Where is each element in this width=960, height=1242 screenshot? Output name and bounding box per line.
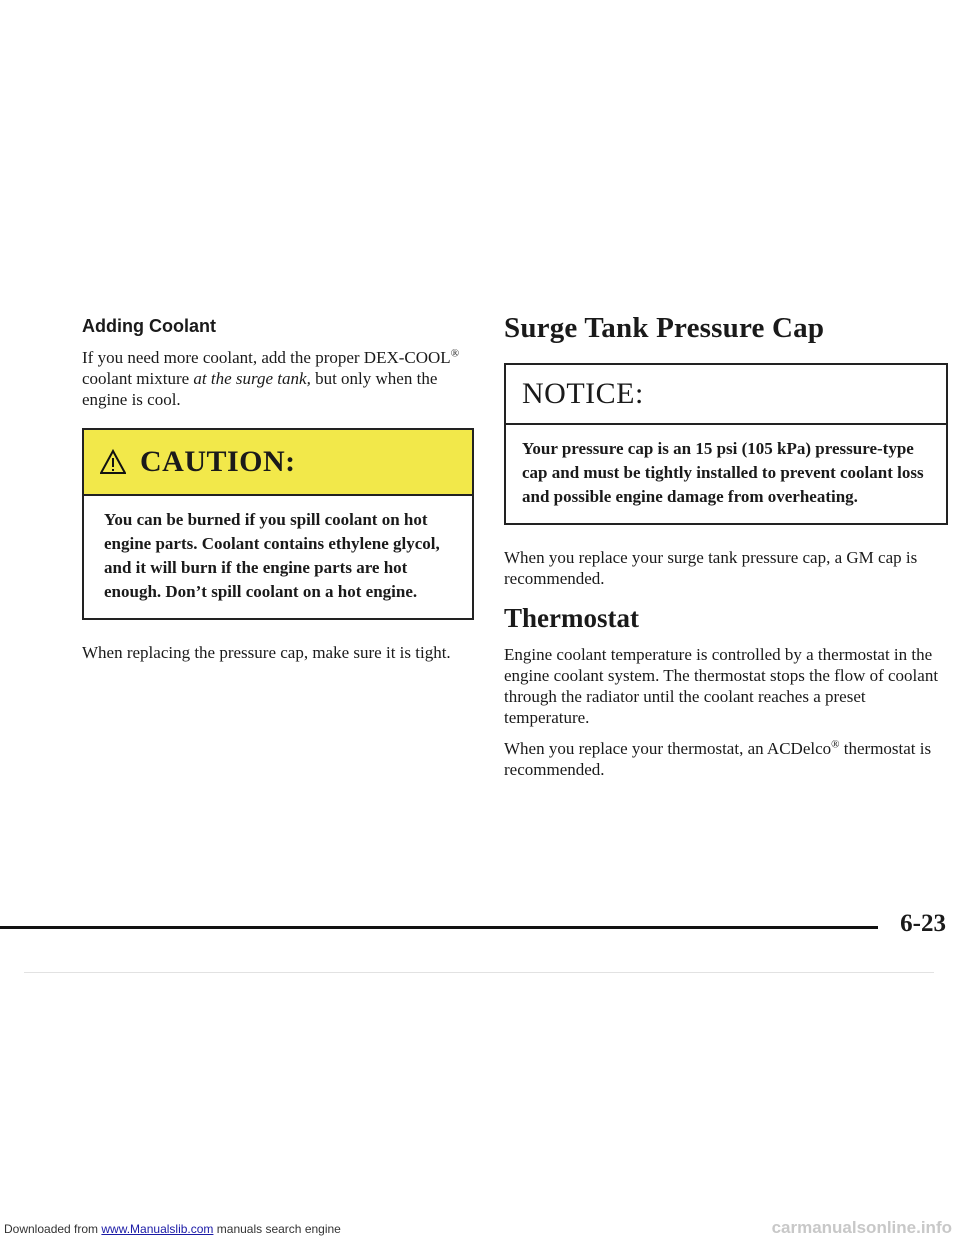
- left-column: [82, 316, 474, 663]
- right-column: [504, 312, 948, 780]
- manualslib-link[interactable]: www.Manualslib.com: [101, 1222, 214, 1236]
- notice-header: [506, 365, 946, 425]
- watermark: carmanualsonline.info: [771, 1218, 952, 1237]
- intro-text-2: coolant mixture: [82, 369, 194, 388]
- footer-prefix: Downloaded from: [4, 1222, 102, 1236]
- footer-suffix: manuals search engine: [213, 1222, 341, 1236]
- download-footer: [4, 1222, 341, 1236]
- thermostat-paragraph: Engine coolant temperature is controlled by a thermostat in the engine coolant system. The thermostat stops the flow of coolant through the radiator until the coolant reaches a preset temperature.: [504, 645, 939, 727]
- intro-text-3: but only when the engine is cool.: [82, 369, 438, 409]
- thermostat-text-2: thermostat is recommended.: [504, 739, 932, 779]
- adding-coolant-intro: [82, 347, 474, 410]
- thermostat-replacement-note: [504, 738, 948, 780]
- registered-mark: ®: [450, 347, 460, 360]
- caution-title: CAUTION:: [140, 445, 296, 478]
- page-number: 6-23: [900, 910, 946, 937]
- notice-box: [504, 363, 948, 525]
- caution-text: You can be burned if you spill coolant on hot engine parts. Coolant contains ethylene glycol, and it will burn if the engine parts are hot enough. Don’t spill coolant on a hot engine.: [104, 510, 440, 601]
- intro-text-1: If you need more coolant, add the proper DEX-COOL: [82, 348, 451, 367]
- surge-tank-heading: Surge Tank Pressure Cap: [504, 312, 825, 344]
- registered-mark: ®: [831, 738, 840, 751]
- caution-box: [82, 428, 474, 620]
- gm-cap-note: When you replace your surge tank pressure cap, a GM cap is recommended.: [504, 548, 918, 588]
- thermostat-heading: Thermostat: [504, 603, 639, 633]
- pressure-cap-note: When replacing the pressure cap, make sure it is tight.: [82, 643, 451, 662]
- scan-line: [24, 972, 934, 973]
- caution-header: [84, 430, 472, 496]
- notice-text: Your pressure cap is an 15 psi (105 kPa) pressure-type cap and must be tightly installed to prevent coolant loss and possible engine damage from overheating.: [522, 439, 924, 506]
- adding-coolant-heading: Adding Coolant: [82, 316, 216, 336]
- warning-triangle-icon: [100, 449, 126, 475]
- intro-italic: at the surge tank,: [193, 369, 311, 388]
- thermostat-text-1: When you replace your thermostat, an ACDelco: [504, 739, 832, 758]
- notice-title: NOTICE:: [522, 377, 644, 410]
- footer-rule: [0, 926, 878, 929]
